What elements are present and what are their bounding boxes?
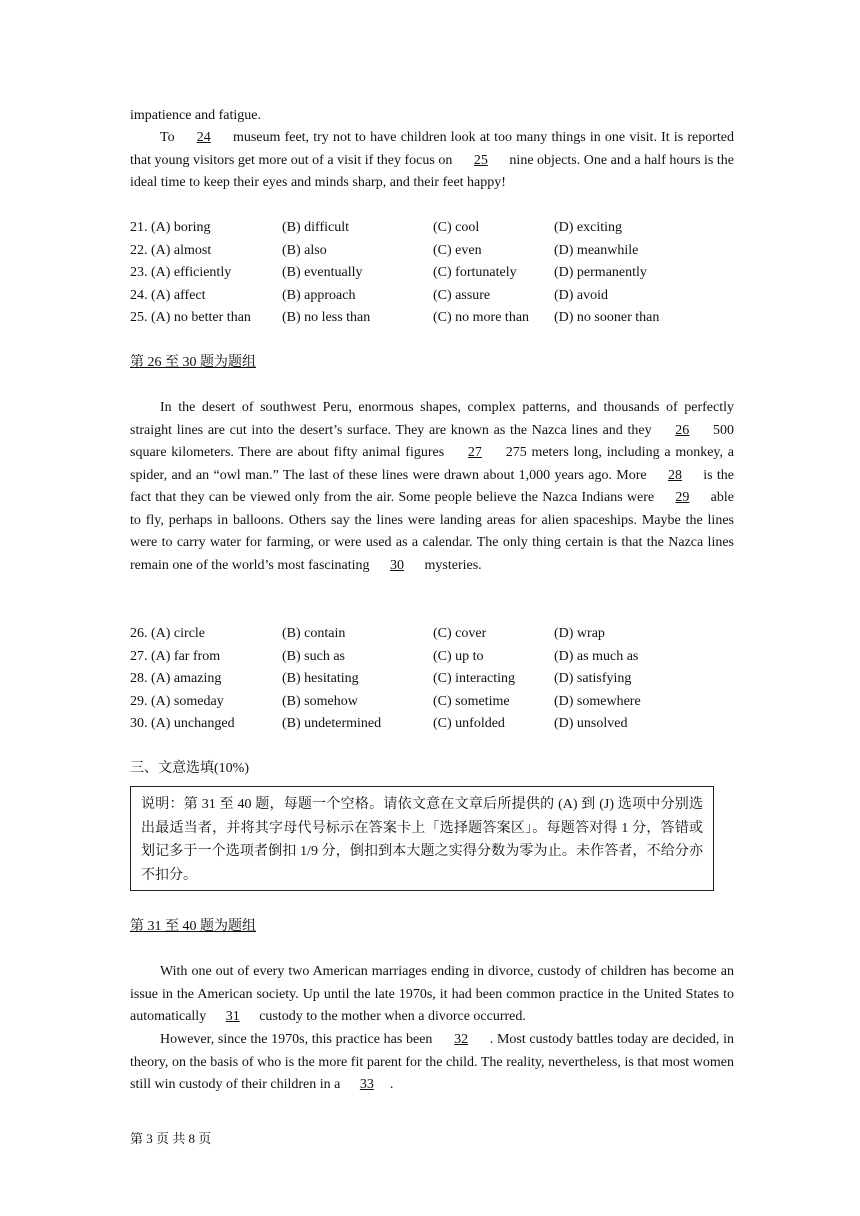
paragraph-museum-feet — [130, 127, 734, 195]
option-d[interactable]: (D) exciting — [554, 220, 623, 235]
paragraph-nazca — [130, 397, 734, 577]
option-d[interactable]: (D) satisfying — [554, 671, 632, 686]
option-b[interactable]: (B) contain — [282, 626, 346, 641]
option-c[interactable]: (C) unfolded — [433, 716, 505, 731]
option-a[interactable]: 30. (A) unchanged — [130, 716, 235, 731]
option-b[interactable]: (B) hesitating — [282, 671, 359, 686]
option-b[interactable]: (B) also — [282, 242, 327, 258]
option-b[interactable]: (B) eventually — [282, 265, 363, 280]
option-d[interactable]: (D) wrap — [554, 626, 605, 641]
option-b[interactable]: (B) no less than — [282, 310, 371, 325]
option-a[interactable]: 21. (A) boring — [130, 220, 211, 235]
option-d[interactable]: (D) no sooner than — [554, 310, 660, 325]
option-b[interactable]: (B) difficult — [282, 220, 350, 235]
paragraph-text: mysteries. — [421, 557, 482, 573]
option-row-22 — [130, 240, 734, 263]
blank-33[interactable]: 33 — [359, 1077, 374, 1092]
option-a[interactable]: 27. (A) far from — [130, 648, 221, 664]
option-c[interactable]: (C) no more than — [433, 310, 530, 325]
paragraph-text: custody to the mother when a divorce occurred. — [255, 1009, 526, 1024]
paragraph-text: impatience and fatigue. — [130, 108, 261, 123]
option-row-28 — [130, 668, 734, 691]
group-heading-31-40: 第 31 至 40 题为题组 — [130, 919, 256, 934]
option-a[interactable]: 22. (A) almost — [130, 242, 212, 258]
options-26-30 — [130, 623, 734, 736]
paragraph-text: 500 square kilometers. There are about fifty animal figures — [130, 422, 734, 460]
section-title: 三、文意选填(10%) — [130, 761, 249, 776]
blank-27[interactable]: 27 — [467, 445, 482, 460]
paragraph-text: . Most custody battles today are decided, in theory, on the basis of who is the more fit parent for the child. The reality, nevertheless, is that most women still win custody of their children in a — [130, 1032, 734, 1092]
blank-25[interactable]: 25 — [473, 152, 488, 168]
option-c[interactable]: (C) sometime — [433, 693, 510, 709]
paragraph-text: 275 meters long, including a monkey, a spider, and an “owl man.” The last of these lines were drawn about 1,000 years ago. More — [130, 445, 734, 483]
paragraph-custody-2 — [130, 1029, 734, 1097]
paragraph-text: To — [160, 130, 179, 145]
option-d[interactable]: (D) permanently — [554, 265, 647, 280]
option-row-26 — [130, 623, 734, 646]
option-d[interactable]: (D) somewhere — [554, 693, 641, 709]
blank-29[interactable]: 29 — [675, 490, 690, 505]
option-b[interactable]: (B) such as — [282, 648, 345, 664]
option-c[interactable]: (C) cover — [433, 626, 487, 641]
option-d[interactable]: (D) avoid — [554, 287, 609, 303]
paragraph-text: is the fact that they can be viewed only from the air. Some people believe the Nazca Indians were — [130, 467, 734, 505]
option-c[interactable]: (C) even — [433, 242, 482, 258]
paragraph-text: However, since the 1970s, this practice has been — [160, 1032, 437, 1047]
option-c[interactable]: (C) interacting — [433, 671, 516, 686]
option-row-24 — [130, 285, 734, 308]
paragraph-tail — [130, 105, 734, 128]
option-a[interactable]: 28. (A) amazing — [130, 671, 222, 686]
blank-24[interactable]: 24 — [196, 130, 211, 145]
paragraph-text: nine objects. One and a half hours is the ideal time to keep their eyes and minds sharp, and their feet happy! — [130, 152, 735, 190]
option-c[interactable]: (C) fortunately — [433, 265, 517, 280]
blank-32[interactable]: 32 — [454, 1032, 469, 1047]
blank-28[interactable]: 28 — [667, 467, 682, 483]
option-b[interactable]: (B) approach — [282, 287, 356, 303]
paragraph-text: museum feet, try not to have children look at too many things in one visit. It is reported that young visitors get more out of a visit if they focus on — [130, 130, 735, 168]
option-c[interactable]: (C) up to — [433, 648, 484, 664]
paragraph-custody-1 — [130, 961, 734, 1029]
blank-31[interactable]: 31 — [225, 1009, 240, 1024]
option-a[interactable]: 23. (A) efficiently — [130, 265, 232, 280]
option-row-23 — [130, 262, 734, 285]
option-row-21 — [130, 217, 734, 240]
option-b[interactable]: (B) somehow — [282, 693, 358, 709]
option-row-30 — [130, 713, 734, 736]
paragraph-text: able to fly, perhaps in balloons. Others say the lines were landing areas for alien spaceships. Maybe the lines were to carry water for farming, or were used as a calendar. The only thing certain is that the Nazca lines remain one of the world’s most fascinating — [130, 490, 734, 573]
page-footer: 第 3 页 共 8 页 — [130, 1131, 212, 1146]
instructions-box — [130, 786, 714, 891]
option-row-29 — [130, 691, 734, 714]
option-d[interactable]: (D) meanwhile — [554, 242, 639, 258]
blank-30[interactable]: 30 — [390, 557, 404, 573]
options-21-25 — [130, 217, 734, 330]
paragraph-text: . — [389, 1077, 394, 1092]
option-row-25 — [130, 307, 734, 330]
option-c[interactable]: (C) assure — [433, 287, 491, 303]
option-a[interactable]: 25. (A) no better than — [130, 310, 251, 325]
option-a[interactable]: 26. (A) circle — [130, 626, 206, 641]
instructions-text: 说明：第 31 至 40 题，每题一个空格。请依文意在文章后所提供的 (A) 到 (J) 选项中分别选出最适当者，并将其字母代号标示在答案卡上「选择题答案区」。每题答对得 1 分，答错或划记多于一个选项者倒扣 1/9 分，倒扣到本大题之实得分数为零为止。未作答者，不给分亦不扣分。 — [141, 797, 703, 883]
option-d[interactable]: (D) unsolved — [554, 716, 628, 731]
option-d[interactable]: (D) as much as — [554, 648, 639, 664]
option-b[interactable]: (B) undetermined — [282, 716, 382, 731]
option-row-27 — [130, 646, 734, 669]
blank-26[interactable]: 26 — [675, 422, 690, 438]
paragraph-text: With one out of every two American marriages ending in divorce, custody of children has become an issue in the American society. Up until the late 1970s, it had been common practice in the United States to automatically — [130, 964, 734, 1024]
paragraph-text: In the desert of southwest Peru, enormous shapes, complex patterns, and thousands of perfectly straight lines are cut into the desert’s surface. They are known as the Nazca lines and they — [130, 400, 734, 438]
option-c[interactable]: (C) cool — [433, 220, 480, 235]
option-a[interactable]: 29. (A) someday — [130, 693, 224, 709]
option-a[interactable]: 24. (A) affect — [130, 287, 206, 303]
group-heading-26-30: 第 26 至 30 题为题组 — [130, 355, 256, 370]
